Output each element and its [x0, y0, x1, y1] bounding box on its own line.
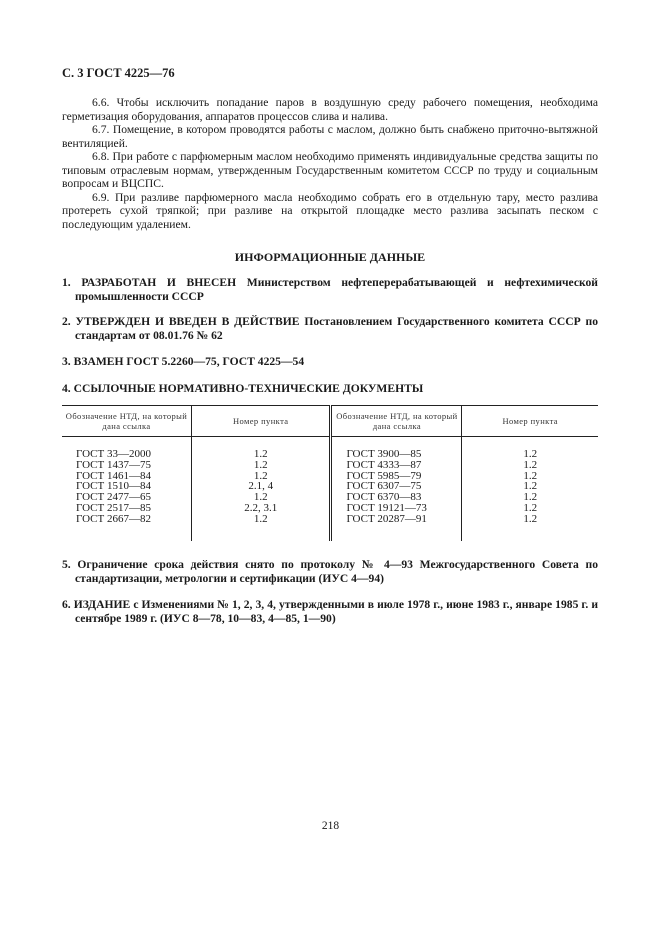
clause-number-cell: 1.2 [462, 503, 598, 514]
ntd-designation-cell: ГОСТ 2667—82 [76, 512, 151, 525]
header-clause-number: Номер пункта [192, 406, 331, 437]
clause-number-cell: 1.2 [192, 492, 331, 503]
info-title: ИНФОРМАЦИОННЫЕ ДАННЫЕ [234, 250, 426, 264]
ntd-designation-cell: ГОСТ 1461—84 [76, 469, 151, 482]
info-item-3: 3. ВЗАМЕН ГОСТ 5.2260—75, ГОСТ 4225—54 [62, 355, 305, 368]
header-clause-number: Номер пункта [462, 406, 598, 437]
ntd-designation-cell: ГОСТ 2517—85 [76, 501, 151, 514]
ntd-designation-cell: ГОСТ 6307—75 [331, 481, 462, 492]
reference-documents-table [62, 405, 598, 541]
clause-number-cell: 1.2 [192, 460, 331, 471]
ntd-designation-cell: ГОСТ 1437—75 [76, 458, 151, 471]
clause-number-cell: 1.2 [462, 460, 598, 471]
header-ntd-designation: Обозначение НТД, на который дана ссылка [331, 406, 462, 437]
info-item-5: 5. Ограничение срока действия снято по протоколу № 4—93 Межгосударственного Совета по стандартизации, метрологии и сертификации (ИУС 4—94) [62, 558, 598, 585]
table-header-row [62, 406, 598, 437]
paragraph-6-8: 6.8. При работе с парфюмерным маслом необходимо применять индивидуальные средства защиты по типовым отраслевым нормам, утвержденным Государственным комитетом СССР по труду и социальным вопросам и ВЦСПС. [62, 150, 598, 191]
info-item-2: 2. УТВЕРЖДЕН И ВВЕДЕН В ДЕЙСТВИЕ Постановлением Государственного комитета СССР по стандартам от 08.01.76 № 62 [62, 315, 598, 342]
ntd-designation-cell: ГОСТ 3900—85 [331, 449, 462, 460]
info-item-6: 6. ИЗДАНИЕ с Изменениями № 1, 2, 3, 4, утвержденными в июле 1978 г., июне 1983 г., январе 1985 г. и сентябре 1989 г. (ИУС 8—78, 10—83, 4—85, 1—90) [62, 598, 598, 625]
section-6-text [62, 96, 598, 231]
clause-number-cell: 1.2 [192, 514, 331, 525]
clause-number-cell: 1.2 [462, 514, 598, 525]
info-item-4: 4. ССЫЛОЧНЫЕ НОРМАТИВНО-ТЕХНИЧЕСКИЕ ДОКУМЕНТЫ [62, 382, 424, 395]
header-ntd-designation: Обозначение НТД, на который дана ссылка [62, 406, 192, 437]
clause-number-cell: 1.2 [192, 471, 331, 482]
page-number: 218 [321, 820, 340, 832]
ntd-designation-cell: ГОСТ 33—2000 [76, 448, 151, 460]
ntd-designation-cell: ГОСТ 5985—79 [331, 471, 462, 482]
page-header: С. 3 ГОСТ 4225—76 [62, 66, 175, 80]
ntd-designation-cell: ГОСТ 1510—84 [76, 480, 151, 493]
paragraph-6-9: 6.9. При разливе парфюмерного масла необходимо собрать его в отдельную тару, место разлива протереть сухой тряпкой; при разливе на открытой площадке место разлива засыпать песком с последующим удалением. [62, 190, 598, 231]
table-row [62, 514, 598, 525]
ntd-designation-cell: ГОСТ 19121—73 [331, 503, 462, 514]
paragraph-6-6: 6.6. Чтобы исключить попадание паров в воздушную среду рабочего помещения, необходима герметизация оборудования, аппаратов процессов слива и налива. [62, 96, 598, 123]
ntd-designation-cell: ГОСТ 4333—87 [331, 460, 462, 471]
ntd-designation-cell: ГОСТ 20287—91 [331, 514, 462, 525]
clause-number-cell: 1.2 [462, 449, 598, 460]
clause-number-cell: 1.2 [462, 481, 598, 492]
clause-number-cell: 1.2 [462, 492, 598, 503]
clause-number-cell: 2.1, 4 [192, 481, 331, 492]
table-row [62, 460, 598, 471]
info-item-1: 1. РАЗРАБОТАН И ВНЕСЕН Министерством нефтеперерабатывающей и нефтехимической промышленности СССР [62, 276, 598, 303]
clause-number-cell: 1.2 [192, 449, 331, 460]
paragraph-6-7: 6.7. Помещение, в котором проводятся работы с маслом, должно быть снабжено приточно-вытяжной вентиляцией. [62, 123, 598, 150]
ntd-designation-cell: ГОСТ 6370—83 [331, 492, 462, 503]
clause-number-cell: 1.2 [462, 471, 598, 482]
ntd-designation-cell: ГОСТ 2477—65 [76, 491, 151, 504]
clause-number-cell: 2.2, 3.1 [192, 503, 331, 514]
